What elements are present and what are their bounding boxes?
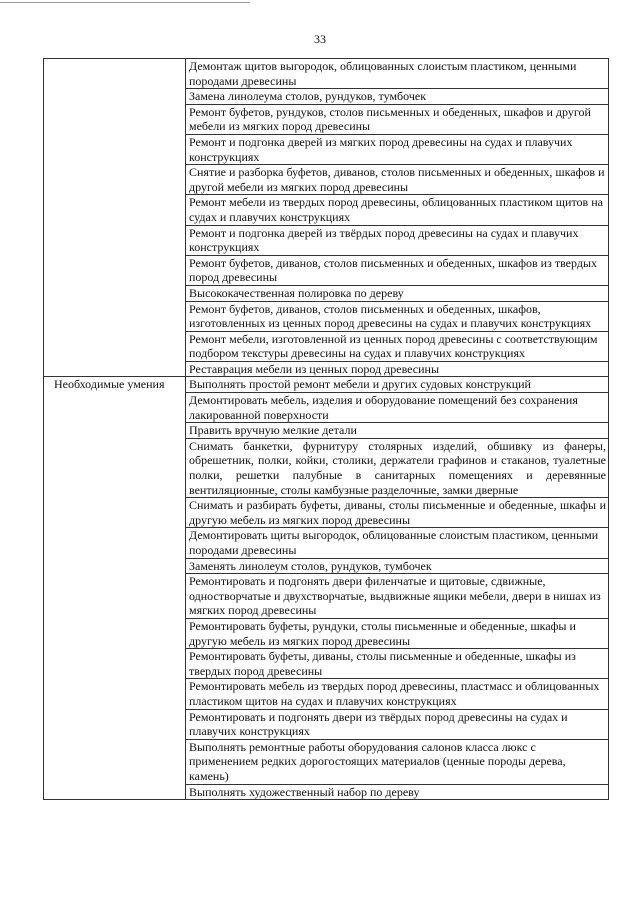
row-text: Ремонт буфетов, диванов, столов письменных и обеденных, шкафов, изготовленных из ценных пород древесины на судах и плавучих конструкциях [186, 301, 609, 331]
scan-top-rule [0, 2, 250, 3]
row-text: Править вручную мелкие детали [186, 423, 609, 439]
row-text: Снимать банкетки, фурнитуру столярных изделий, обшивку из фанеры, обрешетник, полки, койки, столики, держатели графинов и стаканов, туалетные полки, решетки палубные в санитарных помещениях и деревянные вентиляционные, столы камбузные разделочные, замки дверные [186, 438, 609, 497]
page-number: 33 [314, 32, 326, 46]
row-text: Ремонтировать и подгонять двери из твёрдых пород древесины на судах и плавучих конструкциях [186, 709, 609, 739]
row-text: Демонтировать щиты выгородок, облицованные слоистым пластиком, ценными породами древесины [186, 528, 609, 558]
row-text: Ремонтировать мебель из твердых пород древесины, пластмасс и облицованных пластиком щитов на судах и плавучих конструкциях [186, 679, 609, 709]
row-text: Демонтировать мебель, изделия и оборудование помещений без сохранения лакированной поверхности [186, 393, 609, 423]
table-row [44, 59, 609, 89]
group-label: Необходимые умения [54, 377, 165, 392]
row-text: Замена линолеума столов, рундуков, тумбочек [186, 89, 609, 105]
table-row [44, 377, 609, 393]
row-text: Выполнять художественный набор по дереву [186, 784, 609, 800]
row-text: Ремонт мебели из твердых пород древесины, облицованных пластиком щитов на судах и плавучих конструкциях [186, 195, 609, 225]
row-text: Ремонт и подгонка дверей из твёрдых пород древесины на судах и плавучих конструкциях [186, 225, 609, 255]
group-label-cell [44, 377, 186, 800]
group-label-cell [44, 59, 186, 377]
row-text: Ремонтировать и подгонять двери филенчатые и щитовые, сдвижные, одностворчатые и двухстворчатые, выдвижные ящики мебели, двери в нишах из мягких пород древесины [186, 574, 609, 619]
row-text: Ремонтировать буфеты, рундуки, столы письменные и обеденные, шкафы и другую мебель из мягких пород древесины [186, 618, 609, 648]
row-text: Ремонт мебели, изготовленной из ценных пород древесины с соответствующим подбором текстуры древесины на судах и плавучих конструкциях [186, 331, 609, 361]
row-text: Снятие и разборка буфетов, диванов, столов письменных и обеденных, шкафов и другой мебели из мягких пород древесины [186, 165, 609, 195]
row-text: Реставрация мебели из ценных пород древесины [186, 361, 609, 377]
row-text: Ремонт буфетов, диванов, столов письменных и обеденных, шкафов из твердых пород древесины [186, 255, 609, 285]
row-text: Выполнять простой ремонт мебели и других судовых конструкций [186, 377, 609, 393]
row-text: Демонтаж щитов выгородок, облицованных слоистым пластиком, ценными породами древесины [186, 59, 609, 89]
row-text: Высококачественная полировка по дереву [186, 285, 609, 301]
row-text: Заменять линолеум столов, рундуков, тумбочек [186, 558, 609, 574]
row-text: Выполнять ремонтные работы оборудования салонов класса люкс с применением редких дорогостоящих материалов (ценные породы дерева, камень) [186, 739, 609, 784]
row-text: Ремонт и подгонка дверей из мягких пород древесины на судах и плавучих конструкциях [186, 134, 609, 164]
qualification-table [43, 58, 609, 800]
row-text: Ремонтировать буфеты, диваны, столы письменные и обеденные, шкафы из твердых пород древесины [186, 649, 609, 679]
row-text: Ремонт буфетов, рундуков, столов письменных и обеденных, шкафов и другой мебели из мягких пород древесины [186, 104, 609, 134]
row-text: Снимать и разбирать буфеты, диваны, столы письменные и обеденные, шкафы и другую мебель из мягких пород древесины [186, 498, 609, 528]
